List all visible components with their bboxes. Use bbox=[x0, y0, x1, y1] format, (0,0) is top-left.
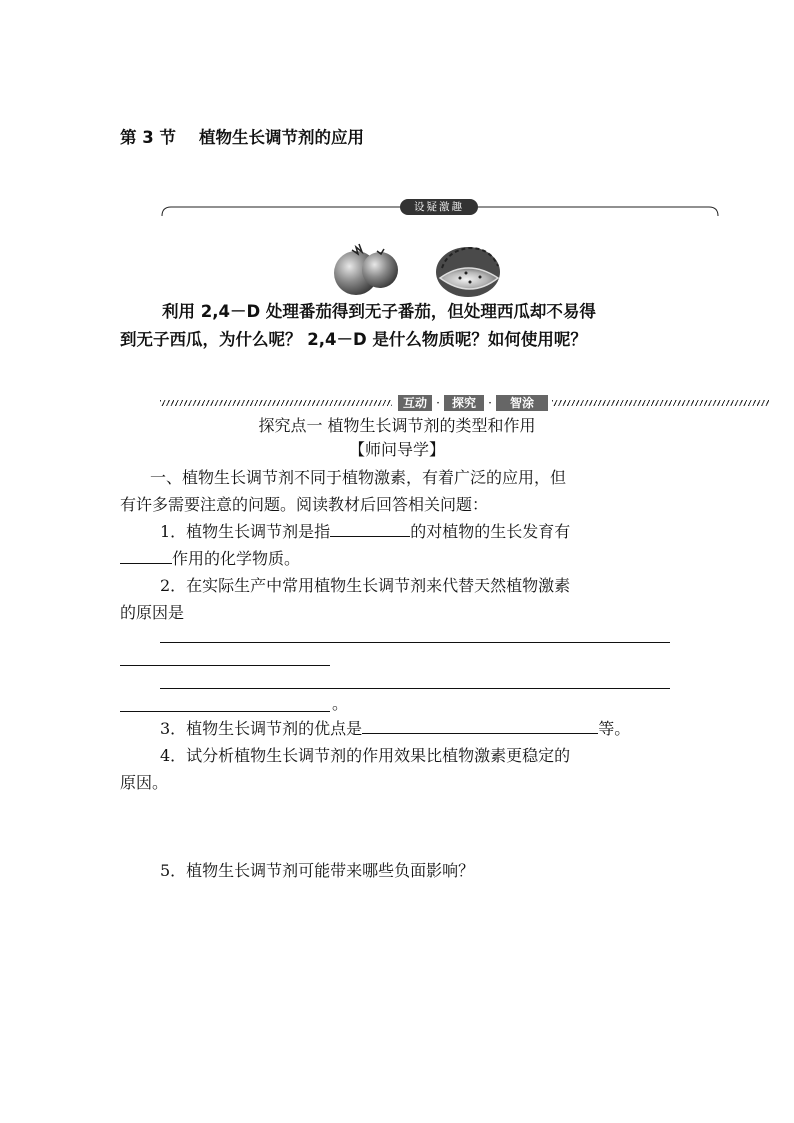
question-4-line-2: 原因。 bbox=[120, 773, 169, 792]
question-1-text-c: 作用的化学物质。 bbox=[172, 549, 301, 568]
question-1-line-2 bbox=[120, 545, 676, 572]
tomato-icon bbox=[334, 244, 398, 295]
question-2-line-2: 的原因是 bbox=[120, 603, 185, 622]
question-3 bbox=[160, 715, 716, 742]
banner-dot-2: · bbox=[488, 396, 492, 410]
answer-blank-1a[interactable] bbox=[330, 520, 410, 537]
tomato-watermelon-illustration bbox=[330, 238, 510, 300]
answer-line-2c[interactable] bbox=[160, 688, 670, 689]
question-2-line-1: 2．在实际生产中常用植物生长调节剂来代替天然植物激素 bbox=[160, 576, 571, 595]
section-banner-intro bbox=[160, 196, 720, 218]
intro-line-2: 到无子西瓜，为什么呢？ 2,4－D 是什么物质呢？如何使用呢？ bbox=[120, 330, 587, 349]
answer-line-2b[interactable] bbox=[120, 665, 330, 666]
banner-tag-2: 探究 bbox=[444, 395, 484, 411]
paragraph-1-line-2: 有许多需要注意的问题。阅读教材后回答相关问题： bbox=[120, 495, 489, 514]
question-2-end: 。 bbox=[332, 694, 349, 713]
banner-dot-1: · bbox=[436, 396, 440, 410]
question-3-text-b: 等。 bbox=[598, 719, 631, 738]
page-title: 第 3 节 植物生长调节剂的应用 bbox=[120, 128, 364, 147]
section-banner-explore bbox=[160, 392, 770, 414]
question-1-text-b: 的对植物的生长发育有 bbox=[410, 522, 571, 541]
watermelon-icon bbox=[436, 247, 500, 297]
banner-hatch-left bbox=[160, 400, 392, 406]
banner-tag-1: 互动 bbox=[398, 395, 432, 411]
question-5: 5．植物生长调节剂可能带来哪些负面影响？ bbox=[160, 861, 475, 880]
banner-label: 设疑激趣 bbox=[414, 201, 464, 213]
question-1-line-1 bbox=[160, 518, 716, 545]
answer-line-2a[interactable] bbox=[160, 642, 670, 643]
answer-blank-1b[interactable] bbox=[120, 547, 172, 564]
question-4-line-1: 4．试分析植物生长调节剂的作用效果比植物激素更稳定的 bbox=[160, 746, 571, 765]
section-title: 探究点一 植物生长调节剂的类型和作用 bbox=[258, 416, 536, 435]
question-3-text-a: 3．植物生长调节剂的优点是 bbox=[160, 719, 363, 738]
answer-line-2d[interactable] bbox=[120, 711, 330, 712]
section-subtitle: 【师问导学】 bbox=[348, 440, 445, 459]
paragraph-1-line-1: 一、植物生长调节剂不同于植物激素，有着广泛的应用，但 bbox=[150, 468, 567, 487]
intro-line-1: 利用 2,4－D 处理番茄得到无子番茄，但处理西瓜却不易得 bbox=[162, 302, 596, 321]
question-1-text-a: 1．植物生长调节剂是指 bbox=[160, 522, 331, 541]
answer-blank-3[interactable] bbox=[362, 717, 598, 734]
banner-tag-3: 智涂 bbox=[496, 395, 548, 411]
banner-hatch-right bbox=[552, 400, 770, 406]
